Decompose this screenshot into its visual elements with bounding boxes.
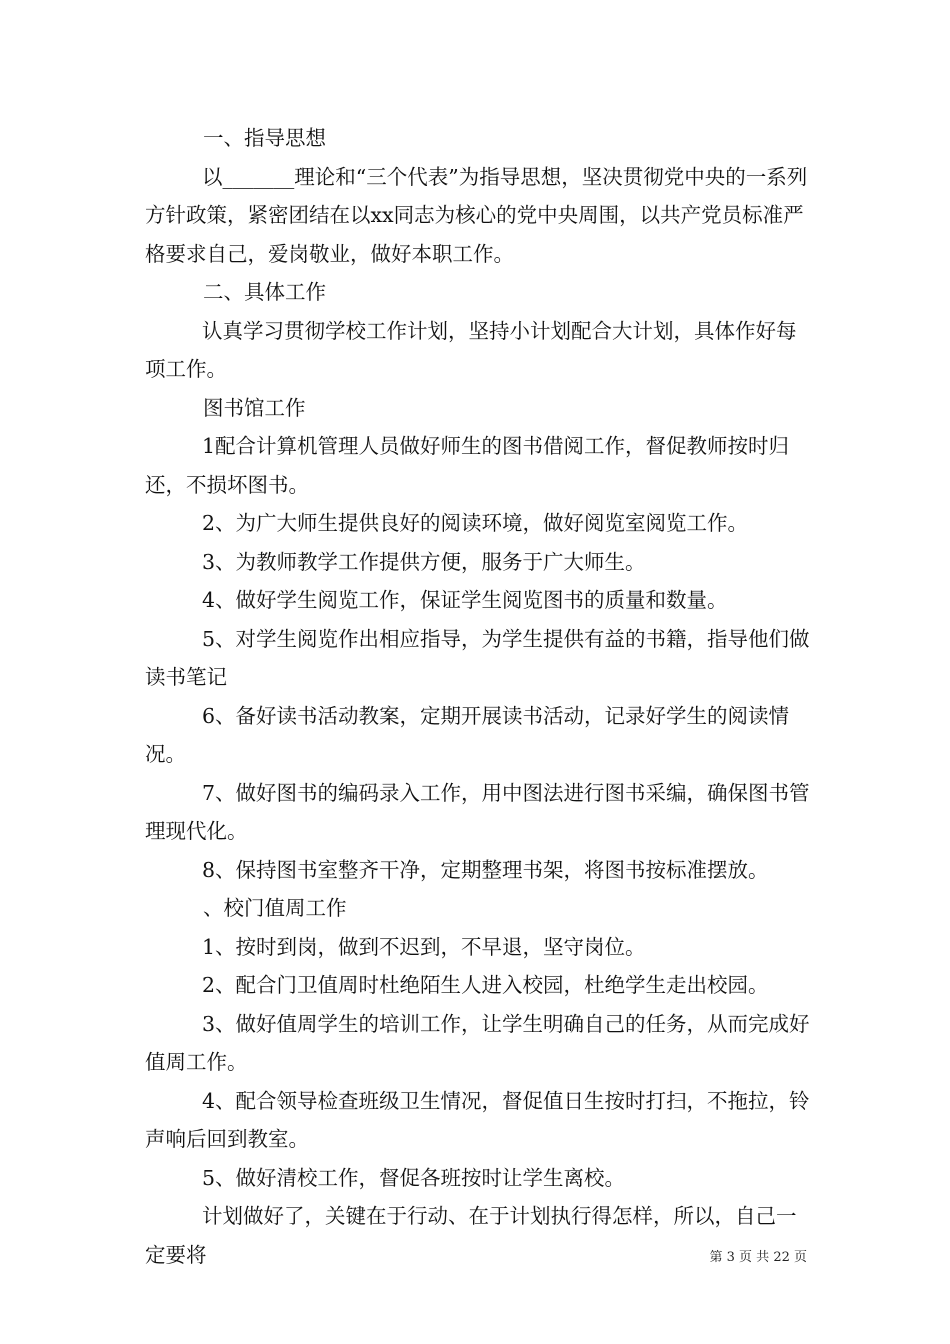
list-item: 5、做好清校工作，督促各班按时让学生离校。	[202, 1165, 626, 1190]
list-item: 1配合计算机管理人员做好师生的图书借阅工作，督促教师按时归还，不损坏图书。	[145, 434, 790, 497]
list-item: 7、做好图书的编码录入工作，用中图法进行图书采编，确保图书管理现代化。	[145, 780, 810, 843]
paragraph-closing: 计划做好了，关键在于行动、在于计划执行得怎样，所以，自己一定要将	[145, 1204, 797, 1267]
list-item: 8、保持图书室整齐干净，定期整理书架，将图书按标准摆放。	[202, 857, 769, 882]
subheading-gate-duty: 、校门值周工作	[203, 896, 347, 920]
paragraph-specific-work: 认真学习贯彻学校工作计划，坚持小计划配合大计划，具体作好每项工作。	[145, 318, 797, 381]
document-body	[145, 119, 810, 1274]
list-item: 3、为教师教学工作提供方便，服务于广大师生。	[202, 549, 646, 574]
section-heading-guiding-ideology: 一、指导思想	[203, 126, 326, 150]
list-item: 4、配合领导检查班级卫生情况，督促值日生按时打扫，不拖拉，铃声响后回到教室。	[145, 1088, 810, 1151]
list-item: 3、做好值周学生的培训工作，让学生明确自己的任务，从而完成好值周工作。	[145, 1011, 810, 1074]
list-item: 6、备好读书活动教案，定期开展读书活动，记录好学生的阅读情况。	[145, 703, 790, 766]
list-item: 4、做好学生阅览工作，保证学生阅览图书的质量和数量。	[202, 588, 728, 612]
list-item: 2、为广大师生提供良好的阅读环境，做好阅览室阅览工作。	[202, 511, 749, 535]
list-item: 2、配合门卫值周时杜绝陌生人进入校园，杜绝学生走出校园。	[202, 973, 769, 997]
section-heading-specific-work: 二、具体工作	[203, 280, 326, 304]
list-item: 5、对学生阅览作出相应指导，为学生提供有益的书籍，指导他们做读书笔记	[145, 626, 810, 689]
paragraph-guiding-ideology: 以_______理论和“三个代表”为指导思想，坚决贯彻党中央的一系列方针政策，紧密团结在以xx同志为核心的党中央周围，以共产党员标准严格要求自己，爱岗敬业，做好本职工作。	[145, 164, 808, 266]
list-item: 1、按时到岗，做到不迟到，不早退，坚守岗位。	[202, 934, 646, 959]
subheading-library-work: 图书馆工作	[203, 395, 306, 420]
page-number: 第 3 页 共 22 页	[709, 1250, 807, 1265]
